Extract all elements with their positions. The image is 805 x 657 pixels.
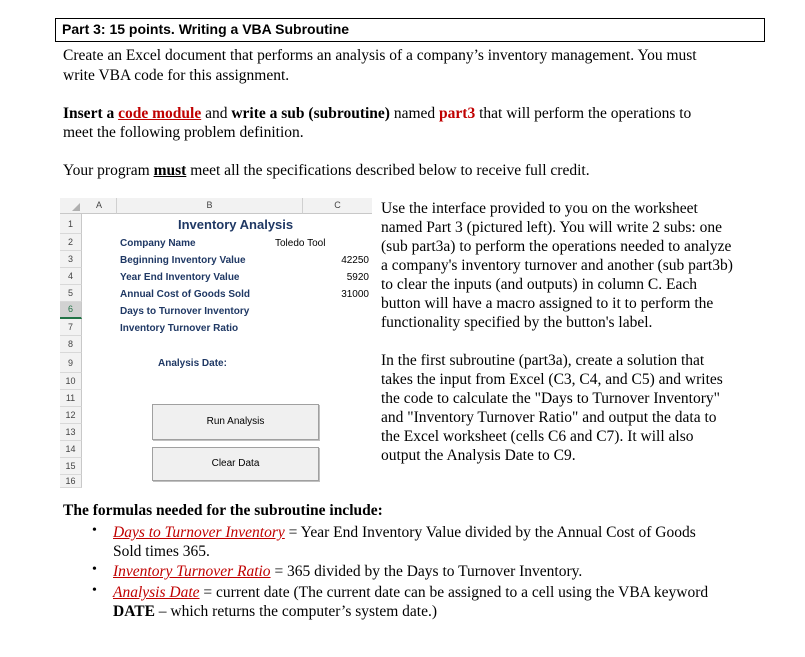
spec-post: meet all the specifications described below to receive full credit. — [186, 162, 590, 179]
bullet-dot-1: • — [92, 523, 97, 538]
row-header-10[interactable]: 10 — [60, 373, 82, 390]
right-para2-line-5: the Excel worksheet (cells C6 and C7). It will also — [381, 428, 694, 445]
value-company-name[interactable]: Toledo Tool — [275, 238, 326, 249]
intro-line-1: Create an Excel document that performs an analysis of a company’s inventory management. You must — [63, 47, 697, 64]
insert-rest: that will perform the operations to — [475, 105, 692, 122]
right-para1-line-3: (sub part3a) to perform the operations needed to analyze — [381, 238, 732, 255]
row-header-2[interactable]: 2 — [60, 234, 82, 251]
label-company-name[interactable]: Company Name — [120, 238, 196, 249]
code-module-link[interactable]: code module — [118, 105, 202, 122]
label-days-to-turnover[interactable]: Days to Turnover Inventory — [120, 306, 250, 317]
right-para1-line-6: button will have a macro assigned to it to perform the — [381, 295, 714, 312]
write-sub-text: write a sub (subroutine) — [231, 105, 390, 122]
right-para2-line-2: takes the input from Excel (C3, C4, and C5) and writes — [381, 371, 723, 388]
row-header-4[interactable]: 4 — [60, 268, 82, 285]
bullet-3-rest: = current date (The current date can be assigned to a cell using the VBA keyword — [199, 584, 709, 601]
part3-name: part3 — [439, 105, 476, 122]
spec-line — [63, 161, 590, 180]
right-para1-line-5: to clear the inputs (and outputs) in column C. Each — [381, 276, 697, 293]
right-para1-line-7: functionality specified by the button's label. — [381, 314, 653, 331]
bullet-1-rest: = Year End Inventory Value divided by the Annual Cost of Goods — [284, 524, 696, 541]
right-para2-line-6: output the Analysis Date to C9. — [381, 447, 576, 464]
and-word: and — [201, 105, 232, 122]
right-para2-line-4: and "Inventory Turnover Ratio" and output the data to — [381, 409, 717, 426]
bullet-3-line-1 — [113, 583, 708, 602]
row-header-14[interactable]: 14 — [60, 441, 82, 458]
right-para1-line-1: Use the interface provided to you on the worksheet — [381, 200, 698, 217]
spec-must: must — [153, 162, 187, 179]
formulas-heading: The formulas needed for the subroutine include: — [63, 502, 383, 519]
clear-data-button[interactable]: Clear Data — [152, 447, 319, 481]
spreadsheet-image — [60, 198, 372, 488]
row-header-9[interactable]: 9 — [60, 353, 82, 373]
row-header-11[interactable]: 11 — [60, 390, 82, 407]
right-para2-line-1: In the first subroutine (part3a), create a solution that — [381, 352, 705, 369]
value-beginning-inventory[interactable]: 42250 — [341, 255, 369, 266]
label-turnover-ratio[interactable]: Inventory Turnover Ratio — [120, 323, 239, 334]
bullet-3-line-2 — [113, 602, 437, 621]
label-beginning-inventory[interactable]: Beginning Inventory Value — [120, 255, 246, 266]
insert-line-1 — [63, 104, 691, 123]
right-para2-line-3: the code to calculate the "Days to Turnover Inventory" — [381, 390, 720, 407]
row-header-15[interactable]: 15 — [60, 458, 82, 475]
bullet-1-line-1 — [113, 523, 696, 542]
row-header-12[interactable]: 12 — [60, 407, 82, 424]
intro-line-2: write VBA code for this assignment. — [63, 67, 290, 84]
row-header-16[interactable]: 16 — [60, 475, 82, 488]
label-year-end-inventory[interactable]: Year End Inventory Value — [120, 272, 240, 283]
date-keyword: DATE — [113, 603, 155, 620]
insert-line-2: meet the following problem definition. — [63, 124, 304, 141]
row-header-13[interactable]: 13 — [60, 424, 82, 441]
bullet-dot-2: • — [92, 562, 97, 577]
analysis-date-label: Analysis Date: — [158, 358, 227, 369]
label-annual-cogs[interactable]: Annual Cost of Goods Sold — [120, 289, 250, 300]
column-header-c[interactable]: C — [303, 198, 372, 214]
row-header-1[interactable]: 1 — [60, 214, 82, 234]
spec-pre: Your program — [63, 162, 154, 179]
row-header-5[interactable]: 5 — [60, 285, 82, 302]
column-header-a[interactable]: A — [82, 198, 117, 214]
bullet-2-line-1 — [113, 562, 582, 581]
bullet-3-line-2-rest: – which returns the computer’s system date.) — [154, 603, 438, 620]
row-header-6[interactable]: 6 — [60, 302, 82, 319]
bullet-1-line-2: Sold times 365. — [113, 543, 210, 560]
insert-word: Insert a — [63, 105, 119, 122]
section-heading: Part 3: 15 points. Writing a VBA Subroutine — [62, 21, 350, 37]
bullet-dot-3: • — [92, 583, 97, 598]
row-header-7[interactable]: 7 — [60, 319, 82, 336]
row-header-3[interactable]: 3 — [60, 251, 82, 268]
inventory-analysis-title: Inventory Analysis — [178, 217, 294, 232]
days-to-turnover-term: Days to Turnover Inventory — [113, 524, 285, 541]
analysis-date-term: Analysis Date — [113, 584, 200, 601]
select-all-corner[interactable] — [60, 198, 83, 214]
run-analysis-button[interactable]: Run Analysis — [152, 404, 319, 440]
section-heading-box — [55, 18, 765, 42]
column-header-b[interactable]: B — [117, 198, 303, 214]
right-para1-line-4: a company's inventory turnover and another (sub part3b) — [381, 257, 733, 274]
right-para1-line-2: named Part 3 (pictured left). You will write 2 subs: one — [381, 219, 722, 236]
bullet-2-rest: = 365 divided by the Days to Turnover Inventory. — [270, 563, 583, 580]
named-word: named — [389, 105, 440, 122]
value-year-end-inventory[interactable]: 5920 — [346, 272, 369, 283]
value-annual-cogs[interactable]: 31000 — [341, 289, 369, 300]
turnover-ratio-term: Inventory Turnover Ratio — [113, 563, 271, 580]
row-header-8[interactable]: 8 — [60, 336, 82, 353]
